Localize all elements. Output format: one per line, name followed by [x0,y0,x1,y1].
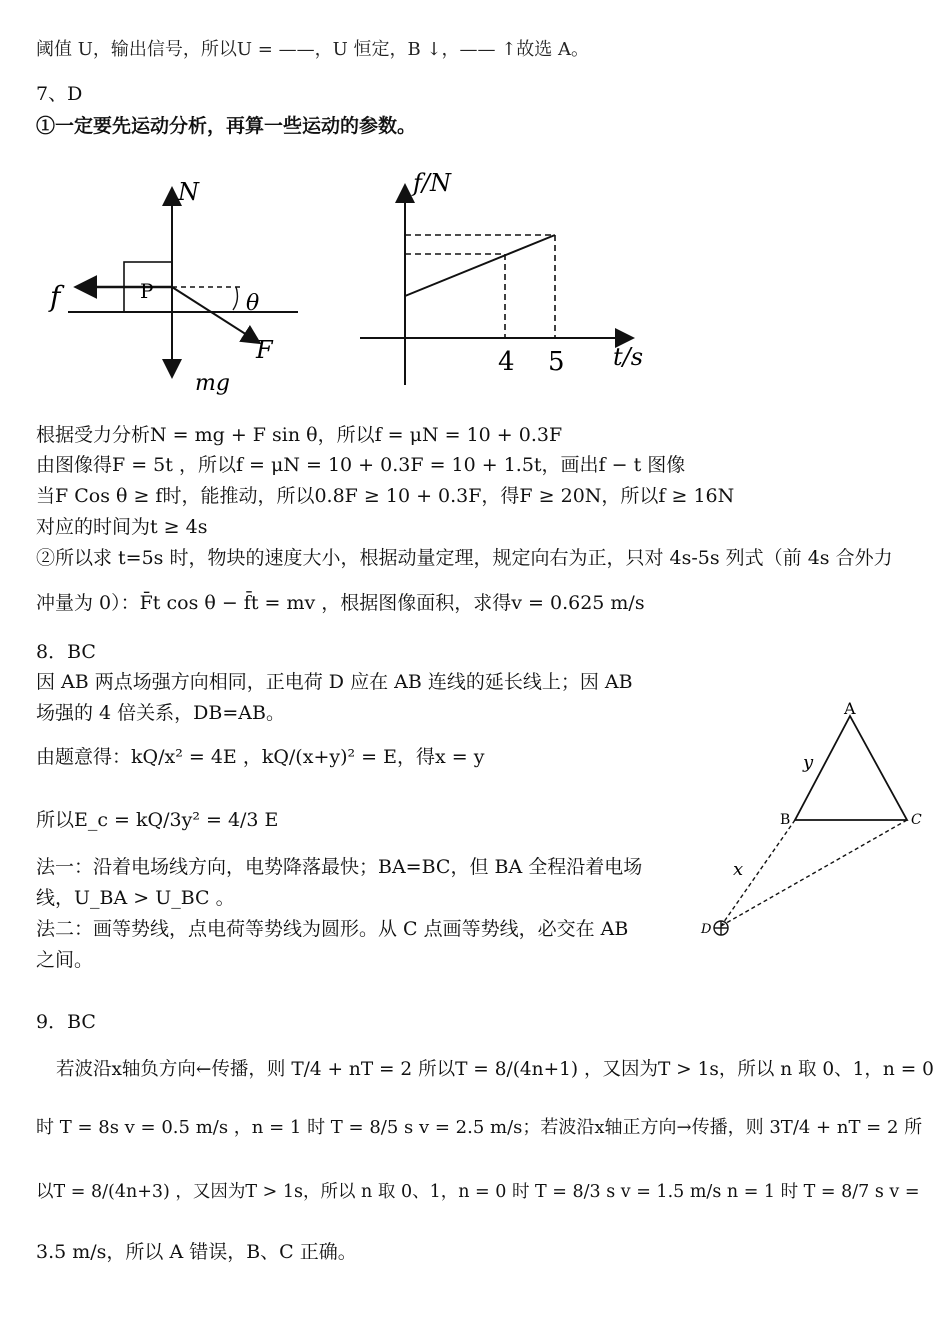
tick-5: 5 [548,347,565,377]
q8-line2: 场强的 4 倍关系，DB=AB。 [36,702,285,724]
q9-heading: 9．BC [36,1011,96,1033]
label-P: P [140,279,154,303]
vertex-D: D [701,922,712,937]
vertex-B: B [780,812,791,828]
q8-line1: 因 AB 两点场强方向相同，正电荷 D 应在 AB 连线的延长线上；因 AB [36,671,633,693]
triangle-diagram [695,698,930,948]
force-diagram [40,170,310,400]
q7-line2: 由图像得F = 5t ，所以f = μN = 10 + 0.3F = 10 + 1.5t，画出f − t 图像 [36,454,686,476]
q8-heading: 8．BC [36,641,96,663]
side-y: y [803,752,814,773]
vertex-A: A [844,699,856,718]
label-N: N [178,178,199,206]
q7-step1: ①一定要先运动分析，再算一些运动的参数。 [36,115,417,137]
q9-line4: 3.5 m/s，所以 A 错误，B、C 正确。 [36,1241,357,1263]
side-x: x [733,859,744,880]
q7-line4: 对应的时间为t ≥ 4s [36,516,208,538]
q9-line2: 时 T = 8s v = 0.5 m/s ，n = 1 时 T = 8/5 s v = 2.5 m/s；若波沿x轴正方向→传播，则 3T/4 + nT = 2 所 [36,1117,923,1138]
q8-line5: 法一：沿着电场线方向，电势降落最快；BA=BC，但 BA 全程沿着电场 [36,856,643,878]
label-F: F [256,336,273,364]
q8-line8: 之间。 [36,949,94,971]
q8-line4: 所以E_c = kQ/3y² = 4/3 E [36,809,279,831]
tick-4: 4 [498,347,515,377]
q9-line1: 若波沿x轴负方向←传播，则 T/4 + nT = 2 所以T = 8/(4n+1) ，又因为T > 1s，所以 n 取 0、1，n = 0 [56,1059,934,1080]
q9-line3: 以T = 8/(4n+3) ，又因为T > 1s，所以 n 取 0、1，n = 0 时 T = 8/3 s v = 1.5 m/s n = 1 时 T = 8/7 s v = [36,1182,920,1202]
label-mg: mg [195,371,230,396]
q7-line1: 根据受力分析N = mg + F sin θ，所以f = μN = 10 + 0.3F [36,424,563,446]
vertex-C: C [911,812,922,828]
q7-heading: 7、D [36,83,83,105]
graph-xlabel: t/s [613,343,644,371]
f-t-graph [355,165,665,390]
q8-line3: 由题意得：kQ/x² = 4E ，kQ/(x+y)² = E，得x = y [36,746,485,768]
q8-line6: 线，U_BA > U_BC 。 [36,887,235,909]
label-theta: θ [246,291,260,316]
q7-line5: ②所以求 t=5s 时，物块的速度大小，根据动量定理，规定向右为正，只对 4s-5s 列式（前 4s 合外力 [36,547,893,569]
q8-line7: 法二：画等势线，点电荷等势线为圆形。从 C 点画等势线，必交在 AB [36,918,629,940]
top-cut-line: 阈值 U，输出信号，所以U = ——，U 恒定，B ↓，—— ↑故选 A。 [36,39,590,60]
label-f: f [50,280,61,313]
graph-ylabel: f/N [413,169,451,197]
q7-line3: 当F Cos θ ≥ f时，能推动，所以0.8F ≥ 10 + 0.3F，得F ≥ 20N，所以f ≥ 16N [36,485,735,507]
q7-line6: 冲量为 0）：F̄t cos θ − f̄t = mv ，根据图像面积，求得v = 0.625 m/s [36,592,645,614]
